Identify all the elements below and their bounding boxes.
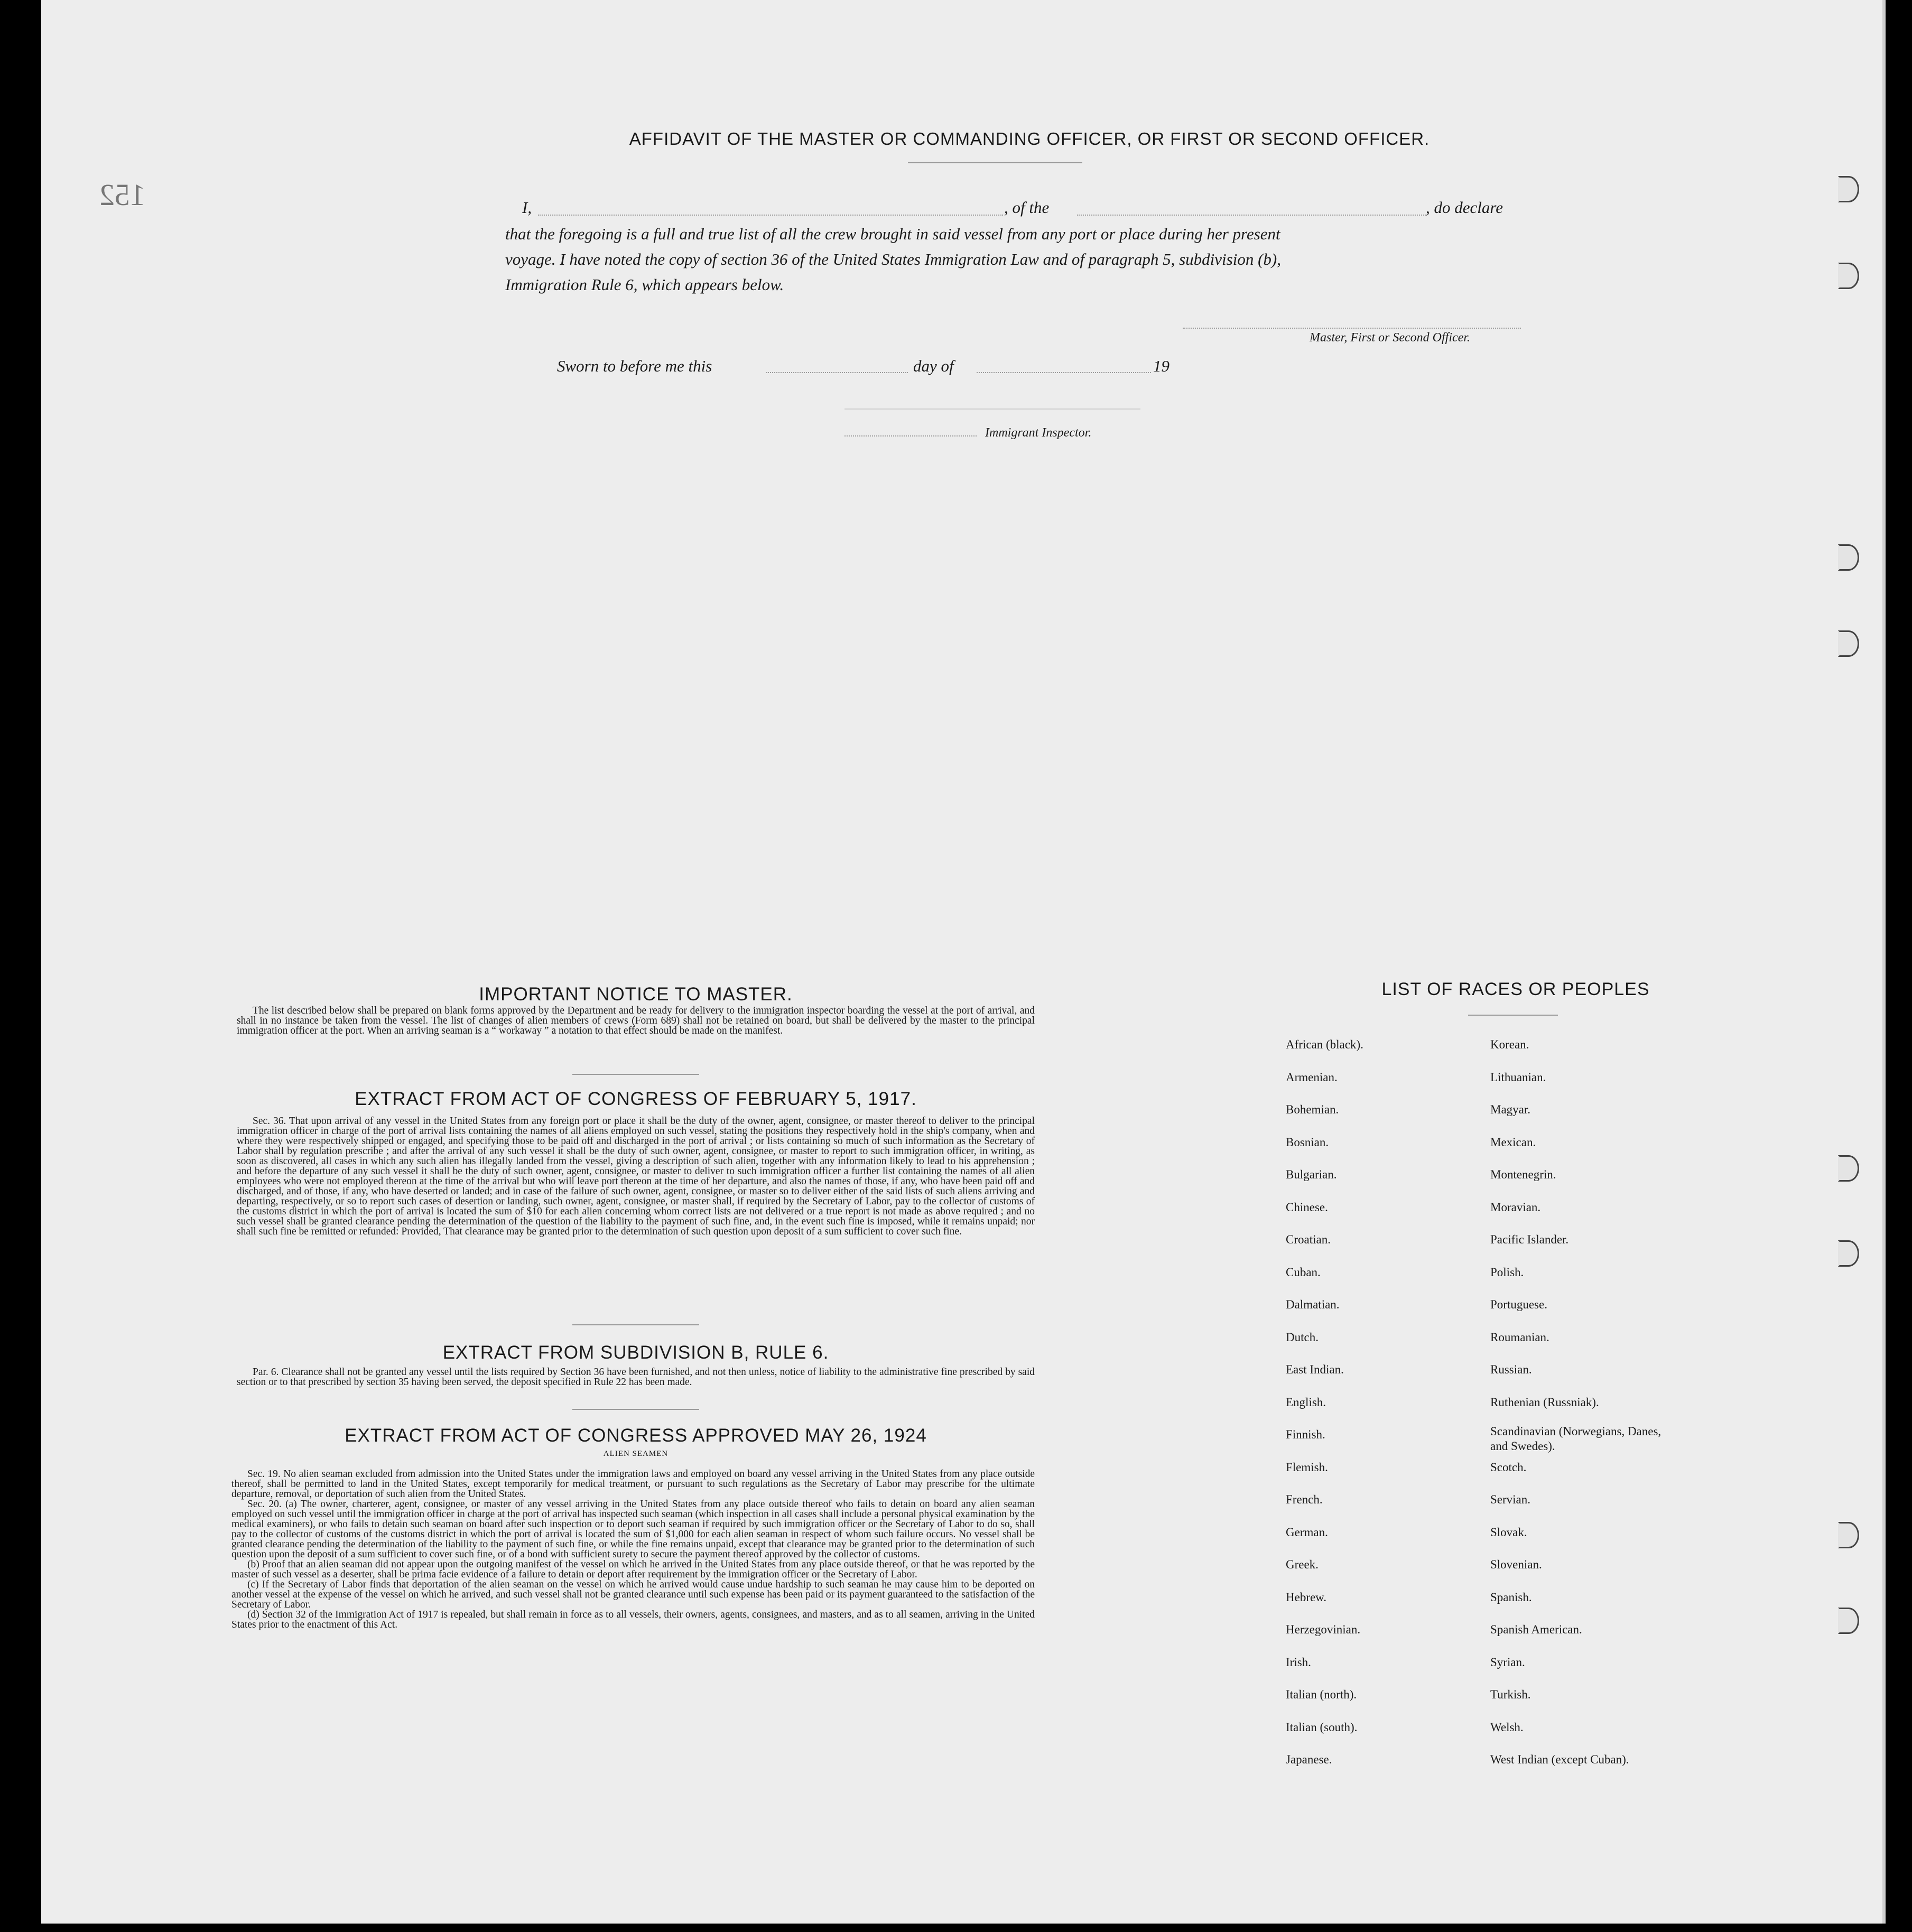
race-item: Dalmatian.: [1286, 1298, 1340, 1311]
binder-hole: [1838, 1608, 1859, 1634]
extract-1924-paragraph: (d) Section 32 of the Immigration Act of 1917 is repealed, but shall remain in force as to all vessels, their owners, agents, consignees, and masters, and as to all seamen, arriving in the United States prior to the enactment of this Act.: [231, 1609, 1035, 1630]
race-item: Welsh.: [1490, 1721, 1524, 1734]
race-item: Russian.: [1490, 1363, 1532, 1376]
race-item: Scandinavian (Norwegians, Danes, and Swedes).: [1490, 1425, 1662, 1453]
race-item: Armenian.: [1286, 1071, 1338, 1084]
declarant-label: I,: [522, 198, 532, 217]
inspector-label: Immigrant Inspector.: [985, 426, 1092, 440]
race-item: Polish.: [1490, 1266, 1524, 1279]
race-item: Turkish.: [1490, 1688, 1531, 1701]
race-item: Bulgarian.: [1286, 1168, 1337, 1181]
notice-text: [237, 1006, 1035, 1036]
binder-hole: [1838, 544, 1859, 571]
notice-paragraph: The list described below shall be prepared on blank forms approved by the Department and be ready for delivery to the immigration inspector boarding the vessel at the port of arrival, and shall in no instance be taken from the vessel. The list of changes of alien members of crews (Form 689) shall not be retained on board, but shall be delivered by the master to the principal immigration officer at the port. When an arriving seaman is a “ workaway ” a notation to that effect should be made on the manifest.: [237, 1005, 1035, 1036]
do-declare-label: , do declare: [1426, 198, 1503, 217]
sworn-label: Sworn to before me this: [557, 357, 712, 375]
divider: [572, 1409, 699, 1410]
race-item: Syrian.: [1490, 1656, 1525, 1669]
race-item: Italian (south).: [1286, 1721, 1358, 1734]
year-label: 19: [1153, 357, 1170, 375]
race-item: Italian (north).: [1286, 1688, 1357, 1701]
divider: [844, 408, 1140, 410]
extract-1924-paragraph: Sec. 20. (a) The owner, charterer, agent, consignee, or master of any vessel arriving in the United States from any place outside thereof who fails to detain on board any alien seaman employed on such vessel until the immigration officer in charge at the port of arrival has inspected such seaman (which inspection in all cases shall include a personal physical examination by the medical examiners), or who fails to detain such seaman on board after such inspection or to deport such seaman if required by such immigration officer or the Secretary of Labor to do so, shall pay to the collector of customs of the customs district in which the port of arrival is located the sum of $1,000 for each alien seaman in respect of whom such failure occurs. No vessel shall be granted clearance pending the determination of the liability to the payment of such fine, or while the fine remains unpaid, except that clearance may be granted prior to the determination of such question upon the deposit of a sum sufficient to cover such fine, or of a bond with sufficient surety to secure the payment thereof approved by the collector of customs.: [231, 1499, 1035, 1560]
sworn-month-field[interactable]: [977, 372, 1151, 373]
races-title: LIST OF RACES OR PEOPLES: [1381, 979, 1650, 999]
divider: [908, 162, 1082, 163]
binder-hole: [1838, 1155, 1859, 1182]
extract-rule6-text: [237, 1367, 1035, 1387]
race-item: Magyar.: [1490, 1103, 1531, 1116]
notice-title: IMPORTANT NOTICE TO MASTER.: [479, 984, 793, 1005]
race-item: Irish.: [1286, 1656, 1311, 1669]
race-item: Slovenian.: [1490, 1558, 1542, 1571]
extract-1924-paragraph: (c) If the Secretary of Labor finds that deportation of the alien seaman on the vessel on which he arrived would cause undue hardship to such seaman he may cause him to be deported on another vessel at the expense of the vessel on which he arrived, and such vessel shall not be granted clearance until such expense has been paid or its payment guaranteed to the satisfaction of the Secretary of Labor.: [231, 1579, 1035, 1610]
divider: [572, 1074, 699, 1075]
race-item: Chinese.: [1286, 1201, 1328, 1214]
declaration-line: Immigration Rule 6, which appears below.: [505, 275, 784, 294]
race-item: Japanese.: [1286, 1753, 1332, 1766]
master-signature-field[interactable]: [1183, 328, 1521, 329]
binder-hole: [1838, 263, 1859, 289]
race-item: Flemish.: [1286, 1461, 1328, 1474]
vessel-label: , of the: [1004, 198, 1050, 217]
race-item: Slovak.: [1490, 1526, 1527, 1539]
extract-1924-title: EXTRACT FROM ACT OF CONGRESS APPROVED MAY 26, 1924: [345, 1425, 927, 1446]
race-item: Cuban.: [1286, 1266, 1321, 1279]
page-number: 152: [99, 178, 145, 212]
affidavit-title: AFFIDAVIT OF THE MASTER OR COMMANDING OFFICER, OR FIRST OR SECOND OFFICER.: [629, 129, 1430, 148]
race-item: Spanish American.: [1490, 1623, 1582, 1636]
sworn-day-field[interactable]: [766, 372, 908, 373]
extract-rule6-title: EXTRACT FROM SUBDIVISION B, RULE 6.: [442, 1342, 829, 1363]
binder-hole: [1838, 630, 1859, 657]
race-item: Servian.: [1490, 1493, 1531, 1506]
extract-1917-title: EXTRACT FROM ACT OF CONGRESS OF FEBRUARY 5, 1917.: [355, 1089, 917, 1109]
race-item: Korean.: [1490, 1038, 1529, 1051]
race-item: Ruthenian (Russniak).: [1490, 1396, 1599, 1409]
race-item: Mexican.: [1490, 1136, 1536, 1149]
race-item: Finnish.: [1286, 1428, 1325, 1441]
race-item: French.: [1286, 1493, 1323, 1506]
race-item: Greek.: [1286, 1558, 1319, 1571]
binder-hole: [1838, 176, 1859, 202]
race-item: Montenegrin.: [1490, 1168, 1556, 1181]
extract-1924-text: [231, 1469, 1035, 1630]
extract-rule6-paragraph: Par. 6. Clearance shall not be granted any vessel until the lists required by Section 36 have been furnished, and not then unless, notice of liability to the administrative fine prescribed by said section or to that prescribed by section 35 having been served, the deposit specified in Rule 22 has been made.: [237, 1367, 1035, 1388]
race-item: German.: [1286, 1526, 1328, 1539]
race-item: Hebrew.: [1286, 1591, 1327, 1604]
race-item: East Indian.: [1286, 1363, 1344, 1376]
extract-1917-text: [237, 1116, 1035, 1237]
race-item: African (black).: [1286, 1038, 1363, 1051]
race-item: Bosnian.: [1286, 1136, 1329, 1149]
race-item: Dutch.: [1286, 1331, 1319, 1344]
vessel-name-field[interactable]: [1077, 215, 1426, 216]
extract-1924-subtitle: ALIEN SEAMEN: [603, 1450, 669, 1458]
declaration-line: that the foregoing is a full and true list of all the crew brought in said vessel from any port or place during her present: [505, 225, 1280, 243]
race-item: Scotch.: [1490, 1461, 1527, 1474]
race-item: Lithuanian.: [1490, 1071, 1546, 1084]
race-item: Herzegovinian.: [1286, 1623, 1361, 1636]
inspector-signature-field[interactable]: [844, 435, 977, 436]
extract-1924-paragraph: Sec. 19. No alien seaman excluded from admission into the United States under the immigration laws and employed on board any vessel arriving in the United States from any place outside thereof, shall be permitted to land in the United States, except temporarily for medical treatment, or pursuant to such regulations as the Secretary of Labor may prescribe for the ultimate departure, removal, or deportation of such alien from the United States.: [231, 1469, 1035, 1500]
race-item: Spanish.: [1490, 1591, 1532, 1604]
race-item: Roumanian.: [1490, 1331, 1549, 1344]
binder-hole: [1838, 1522, 1859, 1548]
race-item: Portuguese.: [1490, 1298, 1547, 1311]
race-item: West Indian (except Cuban).: [1490, 1753, 1629, 1766]
extract-1917-paragraph: Sec. 36. That upon arrival of any vessel in the United States from any foreign port or place it shall be the duty of the owner, agent, consignee, or master thereof to deliver to the principal immigration officer in charge of the port of arrival lists containing the names of all aliens employed on such vessel, stating the positions they respectively hold in the ship's company, when and where they were respectively shipped or engaged, and specifying those to be paid off and discharged in the port of arrival ; or lists containing so much of such information as the Secretary of Labor shall by regulation prescribe ; and after the arrival of any such vessel it shall be the duty of such owner, agent, consignee, or master to report to such immigration officer, in writing, as soon as discovered, all cases in which any such alien has illegally landed from the vessel, giving a description of such alien, together with any information likely to lead to his apprehension ; and before the departure of any such vessel it shall be the duty of such owner, agent, consignee, or master to deliver to such immigration officer a further list containing the names of all alien employees who were not employed thereon at the time of the arrival but who will leave port thereon at the time of her departure, and also the names of those, if any, who have been paid off and discharged, and of those, if any, who have deserted or landed; and in case of the failure of such owner, agent, consignee, or master so to deliver either of the said lists of such aliens arriving and departing, respectively, or so to report such cases of desertion or landing, such owner, agent, consignee, or master shall, if required by the Secretary of Labor, pay to the collector of customs of the customs district in which the port of arrival is located the sum of $10 for each alien concerning whom correct lists are not delivered or a true report is not made as above required ; and no such vessel shall be granted clearance pending the determination of the question of the liability to the payment of such fine, and, in the event such fine is imposed, while it remains unpaid; nor shall such fine be remitted or refunded: Provided, That clearance may be granted prior to the determination of such question upon deposit of a sum sufficient to cover such fine.: [237, 1116, 1035, 1237]
divider: [572, 1324, 699, 1325]
extract-1924-paragraph: (b) Proof that an alien seaman did not appear upon the outgoing manifest of the vessel on which he arrived in the United States from any place outside thereof, or that he was reported by the master of such vessel as a deserter, shall be prima facie evidence of a failure to detain or deport after requirement by the immigration officer or the Secretary of Labor.: [231, 1559, 1035, 1580]
race-item: Moravian.: [1490, 1201, 1541, 1214]
declarant-name-field[interactable]: [538, 215, 1003, 216]
declaration-line: voyage. I have noted the copy of section 36 of the United States Immigration Law and of paragraph 5, subdivision (b),: [505, 250, 1281, 268]
form-page: [41, 0, 1886, 1924]
day-of-label: day of: [913, 357, 954, 375]
binder-hole: [1838, 1240, 1859, 1267]
race-item: English.: [1286, 1396, 1326, 1409]
divider: [1468, 1015, 1558, 1016]
race-item: Bohemian.: [1286, 1103, 1339, 1116]
master-signature-label: Master, First or Second Officer.: [1310, 331, 1470, 345]
race-item: Croatian.: [1286, 1233, 1331, 1246]
race-item: Pacific Islander.: [1490, 1233, 1569, 1246]
